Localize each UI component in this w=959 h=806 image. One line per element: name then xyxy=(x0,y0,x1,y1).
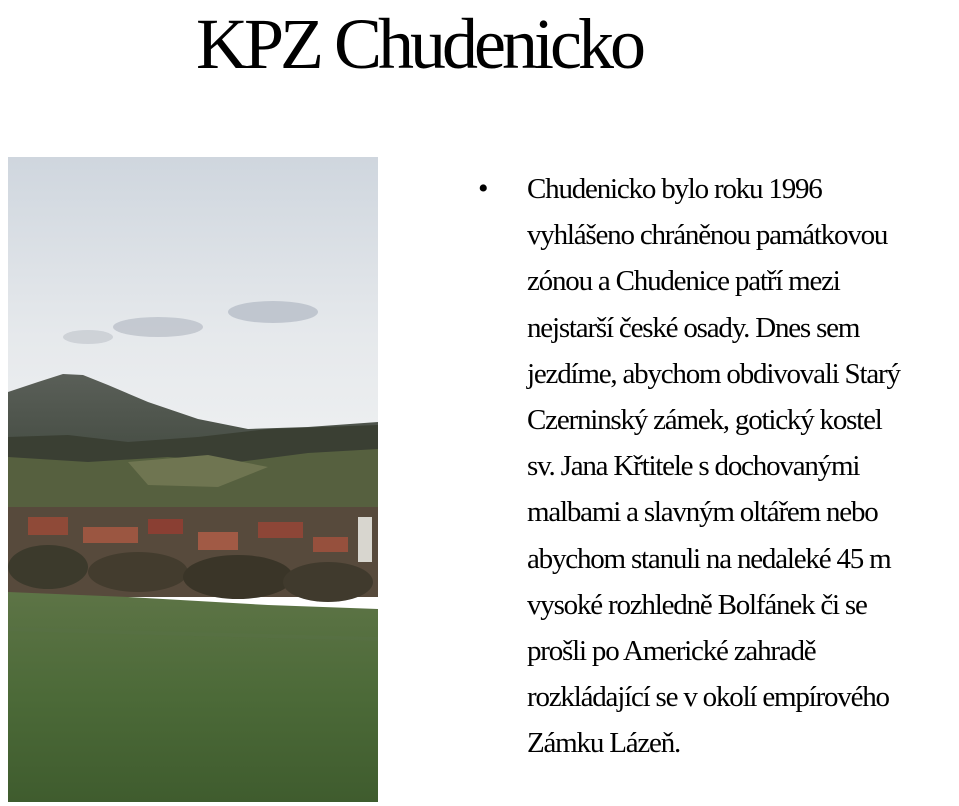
bullet-text-line: rozkládající se v okolí empírového xyxy=(527,681,889,714)
bullet-text-line: vysoké rozhledně Bolfánek či se xyxy=(527,588,867,621)
bullet-marker: • xyxy=(478,172,489,205)
bullet-text-line: malbami a slavným oltářem nebo xyxy=(527,496,878,529)
landscape-photo xyxy=(8,157,378,802)
bullet-text-line: nejstarší české osady. Dnes sem xyxy=(527,311,860,344)
bullet-text-line: vyhlášeno chráněnou památkovou xyxy=(527,219,888,252)
bullet-text-line: prošli po Americké zahradě xyxy=(527,635,816,668)
bullet-text-line: Chudenicko bylo roku 1996 xyxy=(527,173,822,205)
bullet-text-line: jezdíme, abychom obdivovali Starý xyxy=(527,357,900,390)
bullet-text-line: Zámku Lázeň. xyxy=(527,727,681,760)
bullet-text-line: sv. Jana Křtitele s dochovanými xyxy=(527,450,860,483)
bullet-text-line: zónou a Chudenice patří mezi xyxy=(527,265,840,298)
bullet-item xyxy=(478,166,958,767)
bullet-text-line: abychom stanuli na nedaleké 45 m xyxy=(527,542,891,575)
bullet-list xyxy=(478,166,958,767)
bullet-text-line: Czerninský zámek, gotický kostel xyxy=(527,404,882,437)
slide-title: KPZ Chudenicko xyxy=(196,4,642,84)
